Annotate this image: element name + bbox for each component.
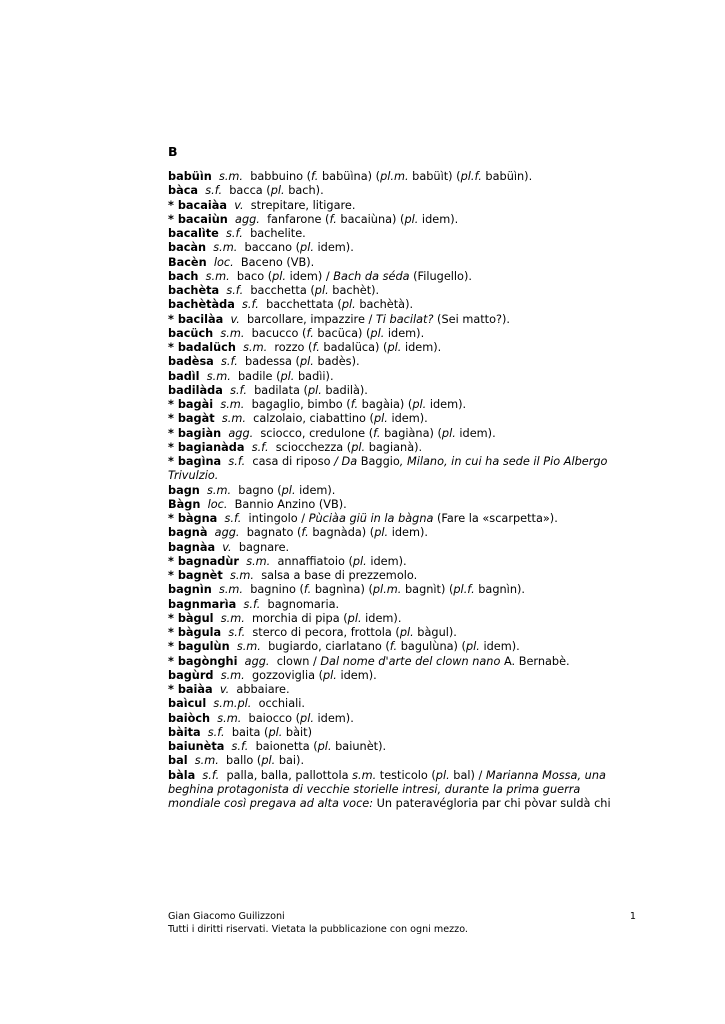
entry-italic-text: pl.: [307, 383, 322, 397]
footer-page-number: 1: [629, 911, 636, 922]
dictionary-entry: [168, 555, 630, 569]
entry-italic-text: f.: [303, 583, 312, 597]
dictionary-entry: [168, 683, 630, 697]
dictionary-entry: [168, 298, 630, 312]
dictionary-entry: [168, 726, 630, 740]
entry-headword: * bagàt: [168, 412, 215, 426]
entry-italic-text: Marianna Mossa, una beghina protagonista di vecchie storielle intresi, durante la prima guerra mondiale così pregava ad alta voce:: [168, 768, 606, 810]
entry-grammar: v.: [219, 683, 230, 696]
entry-text: idem).: [401, 341, 442, 354]
entry-text: badilà).: [321, 383, 368, 397]
entry-text: bàit): [282, 725, 313, 739]
entry-headword: bàca: [168, 184, 199, 198]
entry-text: bagnomaria.: [267, 597, 340, 611]
entry-text: babbuino (: [250, 170, 312, 183]
entry-text: bagàia) (: [358, 398, 413, 411]
entry-grammar: s.f.: [221, 355, 238, 369]
entry-grammar: s.m.: [220, 668, 245, 682]
dictionary-entry: [168, 712, 630, 726]
entry-italic-text: f.: [389, 640, 398, 654]
entry-grammar: s.f.: [207, 725, 225, 739]
entry-text: idem) /: [286, 269, 334, 283]
entry-italic-text: pl.: [281, 483, 296, 497]
entry-text: Baceno (VB).: [240, 255, 315, 269]
entry-text: idem).: [313, 241, 354, 255]
entry-italic-text: pl.: [399, 626, 414, 639]
entry-headword: bagnà: [168, 526, 208, 540]
entry-headword: babüìn: [168, 170, 212, 183]
entry-text: bagaglio, bimbo (: [251, 398, 351, 411]
entry-text: bacüca) (: [313, 326, 371, 340]
entry-text: A. Bernabè.: [500, 654, 570, 668]
dictionary-entry: [168, 441, 630, 455]
entry-grammar: s.f.: [226, 227, 243, 240]
dictionary-entry: [168, 512, 630, 526]
entry-grammar: agg.: [244, 654, 270, 668]
entry-text: casa di riposo: [252, 455, 335, 468]
entry-text: bal) /: [449, 768, 486, 782]
entry-text: Bannio Anzino (VB).: [234, 497, 347, 511]
entry-text: rozzo (: [274, 341, 313, 354]
entry-grammar: s.f.: [202, 768, 220, 782]
entry-headword: bach: [168, 269, 199, 283]
entry-headword: * bàgula: [168, 626, 222, 639]
dictionary-entry: [168, 270, 630, 284]
entry-grammar: loc.: [207, 497, 228, 511]
entry-text: bagnato (: [246, 526, 302, 540]
entry-text: fanfarone (: [267, 212, 330, 226]
entry-grammar: s.m.: [207, 483, 232, 497]
dictionary-entry: [168, 427, 630, 441]
entry-italic-text: Bach da séda: [333, 269, 410, 283]
entry-italic-text: pl.f.: [460, 170, 482, 183]
entry-headword: * bagiàn: [168, 426, 222, 440]
entry-text: occhiali.: [258, 697, 305, 711]
dictionary-entry: [168, 569, 630, 583]
entry-text: testicolo (: [376, 768, 436, 782]
entry-italic-text: f.: [350, 398, 359, 411]
entry-grammar: s.m.: [236, 640, 261, 654]
entry-italic-text: , Milano, in cui ha sede il Pio Albergo Trivulzio.: [168, 455, 608, 483]
entry-headword: * bacaiùn: [168, 212, 228, 226]
entry-text: babüìna) (: [318, 170, 381, 183]
dictionary-entry: [168, 184, 630, 198]
entry-headword: bagnìn: [168, 583, 212, 597]
entry-headword: * bàgna: [168, 512, 218, 525]
dictionary-entry: [168, 655, 630, 669]
entry-text: baionetta (: [255, 740, 318, 753]
entry-text: bagno (: [238, 483, 282, 497]
entry-headword: * bagài: [168, 398, 214, 411]
entry-headword: bal: [168, 754, 188, 768]
entry-headword: * bagìna: [168, 455, 222, 468]
entry-italic-text: pl.: [272, 269, 287, 283]
entry-grammar: s.f.: [251, 440, 269, 454]
entry-italic-text: pl.: [270, 184, 285, 198]
dictionary-entry: [168, 241, 630, 255]
entry-text: bachèt).: [328, 284, 380, 297]
entry-text: (Fare la «scarpetta»).: [433, 512, 558, 525]
entry-grammar: s.m.: [243, 341, 268, 354]
dictionary-entry: [168, 370, 630, 384]
entry-text: bagnìna) (: [311, 583, 373, 597]
entry-grammar: s.f.: [243, 597, 261, 611]
dictionary-entry: [168, 669, 630, 683]
entry-text: bachètà).: [355, 298, 414, 312]
entry-text: idem).: [418, 212, 459, 226]
entry-text: bagnìt) (: [401, 583, 454, 597]
entry-grammar: s.m.pl.: [213, 697, 252, 711]
entry-italic-text: pl.: [261, 754, 276, 768]
entry-text: bagnìn).: [474, 583, 525, 597]
entry-text: (Filugello).: [409, 269, 472, 283]
entry-text: intingolo /: [248, 512, 309, 525]
entry-headword: bagnàa: [168, 540, 216, 554]
dictionary-entry: [168, 313, 630, 327]
entry-grammar: s.m.: [221, 412, 246, 426]
entry-text: idem).: [388, 526, 428, 540]
entry-headword: * bacilàa: [168, 312, 224, 326]
dictionary-entry: [168, 213, 630, 227]
entry-text: bach).: [284, 184, 324, 198]
entry-headword: * bagianàda: [168, 440, 245, 454]
entry-text: bai).: [275, 754, 305, 768]
entry-text: bacaiùna) (: [336, 212, 405, 226]
entry-text: idem).: [387, 412, 428, 426]
entry-text: bachelite.: [250, 227, 306, 240]
entry-headword: badìl: [168, 369, 200, 383]
entry-text: (Sei matto?).: [433, 312, 511, 326]
entry-headword: baiunèta: [168, 740, 225, 753]
entry-grammar: s.m.: [217, 711, 242, 725]
entry-grammar: s.f.: [230, 383, 247, 397]
dictionary-entry: [168, 626, 630, 640]
entry-headword: badèsa: [168, 355, 214, 369]
entry-grammar: s.f.: [231, 740, 249, 753]
entry-italic-text: pl.: [280, 369, 295, 383]
entry-headword: bachètàda: [168, 298, 235, 312]
entry-text: calzolaio, ciabattino (: [253, 412, 374, 426]
entry-grammar: s.m.: [194, 754, 219, 768]
entry-grammar: s.m.: [218, 583, 244, 597]
entry-grammar: s.f.: [224, 512, 242, 525]
entry-text: idem).: [361, 611, 402, 625]
section-letter: B: [168, 144, 178, 159]
entry-grammar: s.m.: [206, 369, 231, 383]
entry-headword: bacàn: [168, 241, 207, 255]
entry-text: idem).: [384, 326, 425, 340]
entry-headword: baìcul: [168, 697, 207, 711]
entry-text: bacchetta (: [250, 284, 315, 297]
entry-grammar: v.: [222, 540, 232, 554]
entry-italic-text: pl.: [374, 526, 389, 540]
entry-text: morchia di pipa (: [252, 611, 348, 625]
dictionary-entry: [168, 327, 630, 341]
entry-italic-text: pl.: [351, 440, 366, 454]
dictionary-entry: [168, 484, 630, 498]
entry-text: badile (: [238, 369, 281, 383]
dictionary-entry: [168, 697, 630, 711]
entry-text: bacchettata (: [266, 298, 342, 312]
entry-text: strepitare, litigare.: [250, 198, 356, 212]
entry-headword: badilàda: [168, 383, 223, 397]
entry-headword: * bagnadùr: [168, 554, 240, 568]
entry-text: clown /: [276, 654, 321, 668]
entry-italic-text: pl.: [465, 640, 480, 654]
entry-headword: * bàgul: [168, 611, 214, 625]
dictionary-entry: [168, 384, 630, 398]
entry-italic-text: pl.: [412, 398, 427, 411]
entry-italic-text: f.: [312, 341, 320, 354]
entry-grammar: agg.: [235, 212, 260, 226]
entry-headword: Bàgn: [168, 497, 201, 511]
footer-rights: Tutti i diritti riservati. Vietata la pubblicazione con ogni mezzo.: [168, 923, 468, 935]
dictionary-entry: [168, 412, 630, 426]
dictionary-entry: [168, 754, 630, 768]
entry-italic-text: pl.: [373, 412, 388, 426]
entry-text: badessa (: [245, 355, 300, 369]
entry-headword: * bagnèt: [168, 569, 223, 582]
entry-headword: * baiàa: [168, 683, 213, 696]
entry-grammar: s.m.: [205, 269, 230, 283]
entry-text: idem).: [366, 554, 407, 568]
entry-text: gozzoviglia (: [251, 668, 323, 682]
entry-text: bacca (: [229, 184, 271, 198]
entry-grammar: agg.: [228, 426, 254, 440]
entry-text: idem).: [479, 640, 520, 654]
entry-italic-text: Ti bacilat?: [375, 312, 434, 326]
entry-text: bagnare.: [238, 540, 290, 554]
entry-headword: * bagulùn: [168, 640, 230, 654]
entry-headword: bàla: [168, 768, 196, 782]
dictionary-entry: [168, 769, 630, 812]
entry-text: bacucco (: [251, 326, 307, 340]
entry-grammar: v.: [234, 198, 244, 212]
entry-italic-text: pl.: [387, 341, 402, 354]
entry-grammar: s.f.: [228, 455, 246, 468]
entry-text: baco (: [236, 269, 273, 283]
entry-grammar: agg.: [214, 526, 240, 540]
entry-text: baiocco (: [248, 711, 301, 725]
entry-text: bagnino (: [250, 583, 304, 597]
entry-italic-text: Pùciàa giü in la bàgna: [308, 512, 434, 525]
entry-text: bugiardo, ciarlatano (: [268, 640, 390, 654]
entry-grammar: s.m.: [213, 241, 238, 255]
entry-grammar: loc.: [213, 255, 234, 269]
entry-grammar: s.f.: [242, 298, 259, 312]
dictionary-entry: [168, 526, 630, 540]
entry-text: sterco di pecora, frottola (: [252, 626, 400, 639]
entry-italic-text: f.: [373, 426, 381, 440]
entry-italic-text: pl.: [352, 554, 367, 568]
entry-italic-text: pl.: [341, 298, 356, 312]
entry-text: bàgul).: [413, 626, 457, 639]
entry-text: idem).: [455, 426, 496, 440]
entry-italic-text: pl.: [347, 611, 362, 625]
entry-headword: bàita: [168, 725, 201, 739]
entry-italic-text: Dal nome d'arte del clown nano: [320, 654, 501, 668]
entry-text: badalüca) (: [319, 341, 388, 354]
entry-text: Baggio: [357, 455, 400, 468]
entry-grammar: s.f.: [205, 184, 223, 198]
entry-text: badilata (: [254, 383, 308, 397]
entry-text: ballo (: [226, 754, 262, 768]
entry-text: baiunèt).: [331, 740, 387, 753]
dictionary-entry: [168, 598, 630, 612]
entry-italic-text: pl.: [300, 241, 314, 255]
entry-text: babüìt) (: [408, 170, 461, 183]
entry-grammar: s.m.: [220, 398, 245, 411]
entry-text: sciocco, credulone (: [260, 426, 374, 440]
entry-text: badìi).: [294, 369, 334, 383]
dictionary-entry: [168, 498, 630, 512]
dictionary-entry: [168, 541, 630, 555]
entry-text: bagianà).: [365, 440, 423, 454]
entry-text: badès).: [313, 355, 360, 369]
dictionary-entry: [168, 355, 630, 369]
entry-grammar: v.: [230, 312, 240, 326]
entry-text: baita (: [231, 725, 269, 739]
page-footer: [168, 911, 636, 936]
entry-text: annaffiatoio (: [277, 554, 353, 568]
entry-italic-text: pl.: [299, 355, 314, 369]
dictionary-entry: [168, 640, 630, 654]
entry-headword: bacüch: [168, 326, 214, 340]
dictionary-entry: [168, 256, 630, 270]
entry-headword: bagnmarìa: [168, 597, 237, 611]
dictionary-entries: [168, 170, 630, 811]
dictionary-entry: [168, 612, 630, 626]
entry-text: bagnàda) (: [308, 526, 375, 540]
dictionary-entry: [168, 398, 630, 412]
entry-italic-text: pl.: [323, 668, 337, 682]
entry-text: abbaiare.: [236, 683, 290, 696]
dictionary-entry: [168, 341, 630, 355]
entry-headword: baiòch: [168, 711, 211, 725]
entry-text: sciocchezza (: [275, 440, 352, 454]
entry-text: bagulùna) (: [397, 640, 466, 654]
entry-headword: Bacèn: [168, 255, 207, 269]
entry-italic-text: pl.: [314, 284, 329, 297]
dictionary-entry: [168, 455, 630, 484]
entry-italic-text: pl.: [268, 725, 283, 739]
entry-italic-text: f.: [301, 526, 309, 540]
entry-headword: * bagònghi: [168, 654, 238, 668]
entry-italic-text: pl.m.: [380, 170, 409, 183]
entry-italic-text: pl.: [300, 711, 314, 725]
entry-grammar: s.m.: [229, 569, 255, 582]
entry-grammar: s.m.: [220, 611, 245, 625]
entry-italic-text: f.: [329, 212, 337, 226]
entry-text: idem).: [313, 711, 354, 725]
entry-grammar: s.f.: [226, 284, 244, 297]
entry-text: palla, balla, pallottola: [226, 768, 353, 782]
dictionary-entry: [168, 284, 630, 298]
dictionary-entry: [168, 227, 630, 241]
entry-italic-text: / Da: [334, 455, 358, 468]
entry-grammar: s.m.: [220, 326, 245, 340]
entry-headword: bagùrd: [168, 668, 214, 682]
dictionary-entry: [168, 583, 630, 597]
entry-grammar: s.m.: [218, 170, 244, 183]
entry-text: barcollare, impazzire /: [246, 312, 376, 326]
dictionary-entry: [168, 199, 630, 213]
entry-italic-text: pl.: [435, 768, 450, 782]
entry-headword: bachèta: [168, 284, 220, 297]
entry-italic-text: f.: [311, 170, 319, 183]
entry-headword: * badalüch: [168, 341, 236, 354]
entry-headword: bacalìte: [168, 227, 219, 240]
entry-text: idem).: [426, 398, 467, 411]
entry-text: idem).: [295, 483, 336, 497]
footer-author: Gian Giacomo Guilizzoni: [168, 911, 285, 922]
entry-italic-text: pl.f.: [453, 583, 475, 597]
entry-text: bagiàna) (: [380, 426, 442, 440]
entry-headword: bagn: [168, 483, 200, 497]
entry-italic-text: f.: [306, 326, 314, 340]
entry-italic-text: pl.: [404, 212, 419, 226]
entry-headword: * bacaiàa: [168, 198, 227, 212]
entry-text: baccano (: [244, 241, 301, 255]
entry-text: salsa a base di prezzemolo.: [261, 569, 418, 582]
entry-italic-text: pl.: [317, 740, 332, 753]
dictionary-entry: [168, 740, 630, 754]
entry-italic-text: pl.m.: [372, 583, 402, 597]
entry-italic-text: pl.: [441, 426, 456, 440]
entry-grammar: s.m.: [246, 554, 271, 568]
entry-italic-text: s.m.: [352, 768, 377, 782]
entry-text: Un pateravégloria par chi pòvar suldà chi: [373, 797, 611, 810]
entry-text: idem).: [336, 668, 377, 682]
entry-grammar: s.f.: [228, 626, 246, 639]
entry-italic-text: pl.: [370, 326, 385, 340]
entry-text: babüìn).: [481, 170, 533, 183]
dictionary-entry: [168, 170, 630, 184]
